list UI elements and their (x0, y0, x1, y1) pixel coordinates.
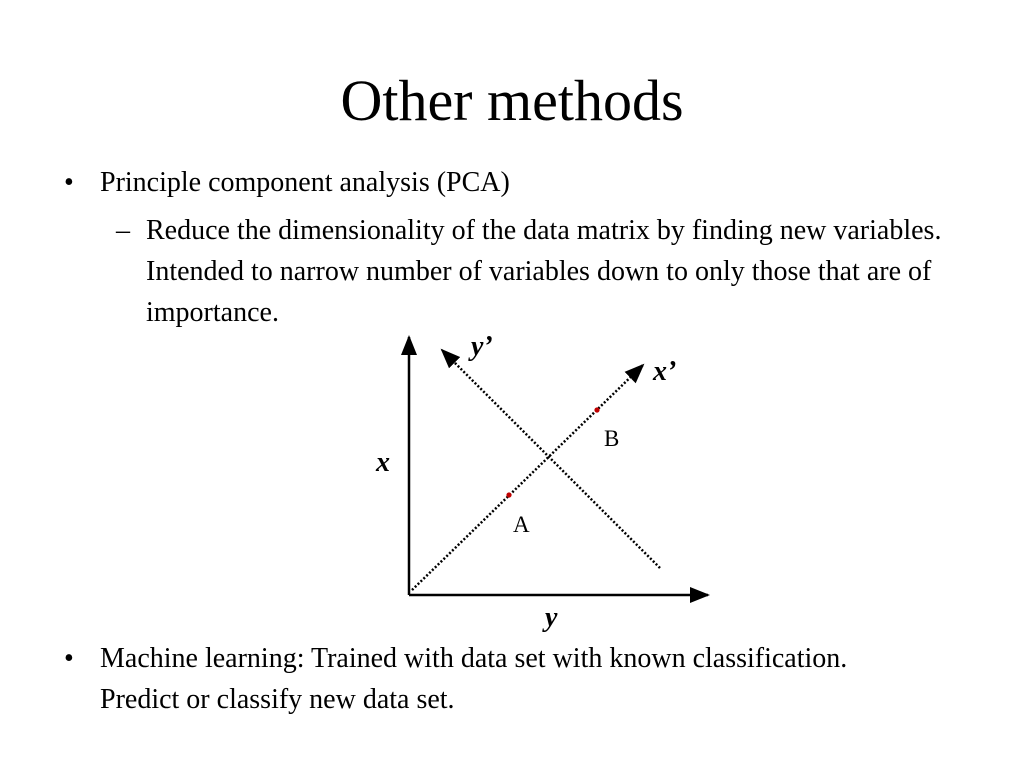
pca-axes-diagram (360, 325, 730, 640)
point-a (506, 492, 511, 497)
bullet-marker: • (64, 643, 74, 674)
y-axis-label: y (545, 602, 558, 633)
slide-title: Other methods (340, 68, 684, 133)
bullet-pca (64, 162, 980, 203)
sub-bullet-marker: – (116, 215, 130, 246)
x-axis-label: x (376, 447, 390, 478)
bullet-text: Principle component analysis (PCA) (100, 167, 510, 198)
bullet-marker: • (64, 167, 74, 198)
x-prime-axis-line (412, 365, 643, 590)
y-prime-axis-line (442, 350, 660, 568)
y-prime-label: y’ (471, 331, 493, 362)
point-b-label: B (604, 426, 620, 451)
bullet-text: Machine learning: Trained with data set with known classification. Predict or classify new data set. (100, 643, 848, 715)
x-prime-label: x’ (653, 356, 677, 387)
point-a-label: A (513, 512, 530, 537)
point-b (594, 407, 599, 412)
sub-bullet-pca-description (116, 210, 946, 333)
bullet-machine-learning (64, 638, 880, 720)
sub-bullet-text: Reduce the dimensionality of the data matrix by finding new variables. Intended to narrow number of variables down to only those that are of importance. (146, 215, 942, 328)
